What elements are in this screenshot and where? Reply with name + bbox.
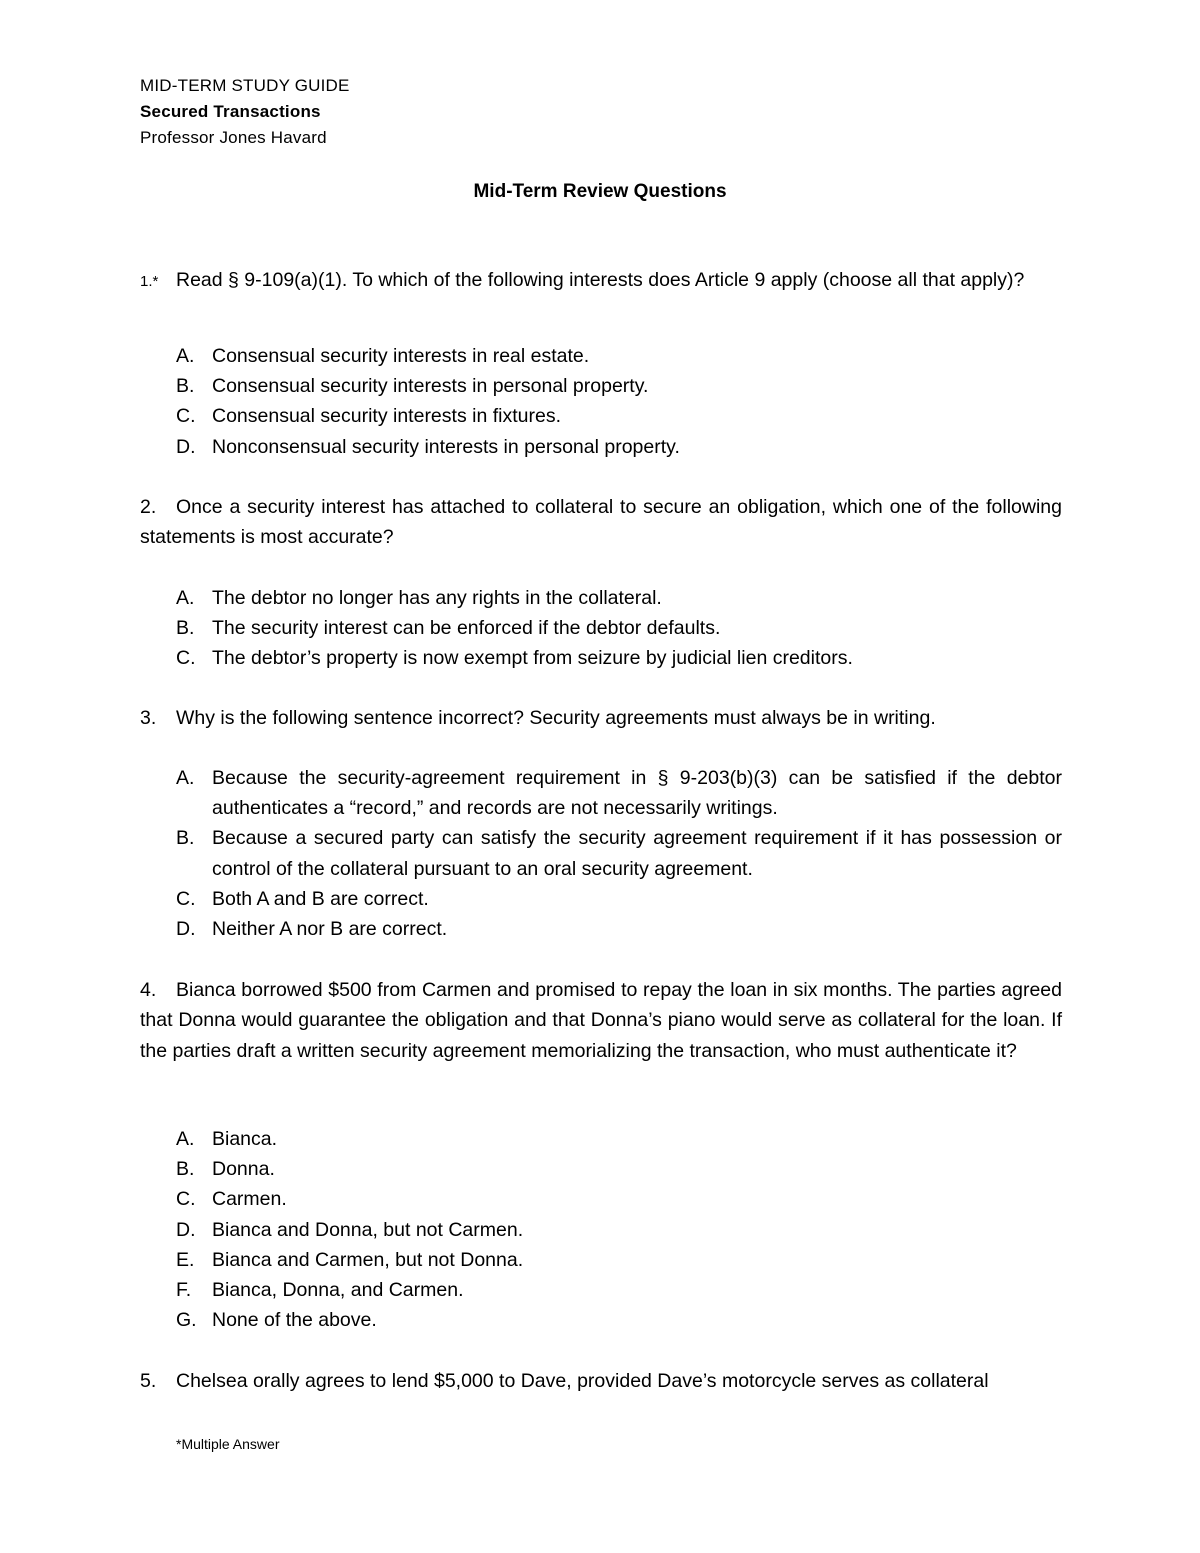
option [176,914,1062,944]
option-letter: B. [176,375,195,398]
option-text: None of the above. [212,1309,377,1332]
option-text: Consensual security interests in personal property. [212,375,649,398]
option-letter: D. [176,435,196,458]
option-letter: C. [176,887,196,910]
question-text: Once a security interest has attached to collateral to secure an obligation, which one of the following statements is most accurate? [140,496,1062,549]
option-letter: G. [176,1309,197,1332]
option-text: Bianca, Donna, and Carmen. [212,1279,464,1302]
option-letter: E. [176,1248,195,1271]
option-text: Donna. [212,1158,275,1181]
option [176,1215,1062,1245]
professor-name: Professor Jones Havard [140,128,327,147]
option-letter: C. [176,405,196,428]
question-text: Why is the following sentence incorrect? Security agreements must always be in writing. [176,707,936,729]
option [176,1245,1062,1275]
option-text: Bianca and Carmen, but not Donna. [212,1248,524,1271]
option [176,1305,1062,1335]
option [176,1275,1062,1305]
question-text: Bianca borrowed $500 from Carmen and promised to repay the loan in six months. The parties agreed that Donna would guarantee the obligation and that Donna’s piano would serve as collateral for the loan. If the parties draft a written security agreement memorializing the transaction, who must authenticate it? [140,979,1062,1062]
option [176,432,1062,462]
question-text: Chelsea orally agrees to lend $5,000 to Dave, provided Dave’s motorcycle serves as collateral [176,1370,989,1392]
option-text: Bianca and Donna, but not Carmen. [212,1218,524,1241]
question-1-options [176,341,1062,462]
option-letter: A. [176,587,195,609]
question-3-options [176,763,1062,944]
option [176,613,1062,643]
option-letter: C. [176,647,196,670]
option [176,1154,1062,1184]
question-number: 2. [140,496,157,518]
option [176,763,1062,823]
option-letter: F. [176,1279,192,1302]
option [176,1124,1062,1154]
option-text: Neither A nor B are correct. [212,918,448,941]
option [176,643,1062,673]
question-5 [140,1366,1062,1396]
option-letter: A. [176,345,195,367]
question-text: Read § 9-109(a)(1). To which of the following interests does Article 9 apply (choose all that apply)? [176,269,1025,291]
option-letter: B. [176,617,195,640]
course-title: Secured Transactions [140,102,321,121]
option-text: The debtor’s property is now exempt from seizure by judicial lien creditors. [212,647,853,670]
option-letter: A. [176,767,195,789]
option-letter: B. [176,1158,195,1181]
option-text: The debtor no longer has any rights in the collateral. [212,587,662,609]
option [176,1184,1062,1214]
option-text: Because a secured party can satisfy the security agreement requirement if it has possession or control of the collateral pursuant to an oral security agreement. [212,827,1062,880]
question-2 [140,492,1062,553]
option [176,341,1062,371]
option-text: Nonconsensual security interests in personal property. [212,435,680,458]
option-text: Consensual security interests in fixtures. [212,405,561,428]
option-letter: D. [176,1218,196,1241]
option-text: Consensual security interests in real estate. [212,345,590,367]
option-text: Because the security-agreement requirement in § 9-203(b)(3) can be satisfied if the debtor authenticates a “record,” and records are not necessarily writings. [212,767,1062,820]
option-text: Bianca. [212,1128,278,1150]
option [176,884,1062,914]
option-letter: B. [176,827,195,850]
option-text: The security interest can be enforced if the debtor defaults. [212,617,721,640]
question-number: 3. [140,707,157,729]
option [176,401,1062,431]
option-letter: C. [176,1188,196,1211]
page-title: Mid-Term Review Questions [473,181,727,202]
option [176,371,1062,401]
option-text: Both A and B are correct. [212,887,429,910]
course-guide-label: MID-TERM STUDY GUIDE [140,76,350,95]
question-number: 4. [140,979,157,1001]
question-4 [140,975,1062,1066]
question-1 [140,265,1062,297]
question-number: 5. [140,1370,157,1392]
question-number: 1.* [140,273,159,290]
footnote: *Multiple Answer [176,1436,280,1452]
option [176,823,1062,883]
question-4-options [176,1124,1062,1335]
option-letter: A. [176,1128,195,1150]
option-text: Carmen. [212,1188,287,1211]
question-3 [140,703,1062,733]
question-2-options [176,583,1062,674]
option-letter: D. [176,918,196,941]
option [176,583,1062,613]
